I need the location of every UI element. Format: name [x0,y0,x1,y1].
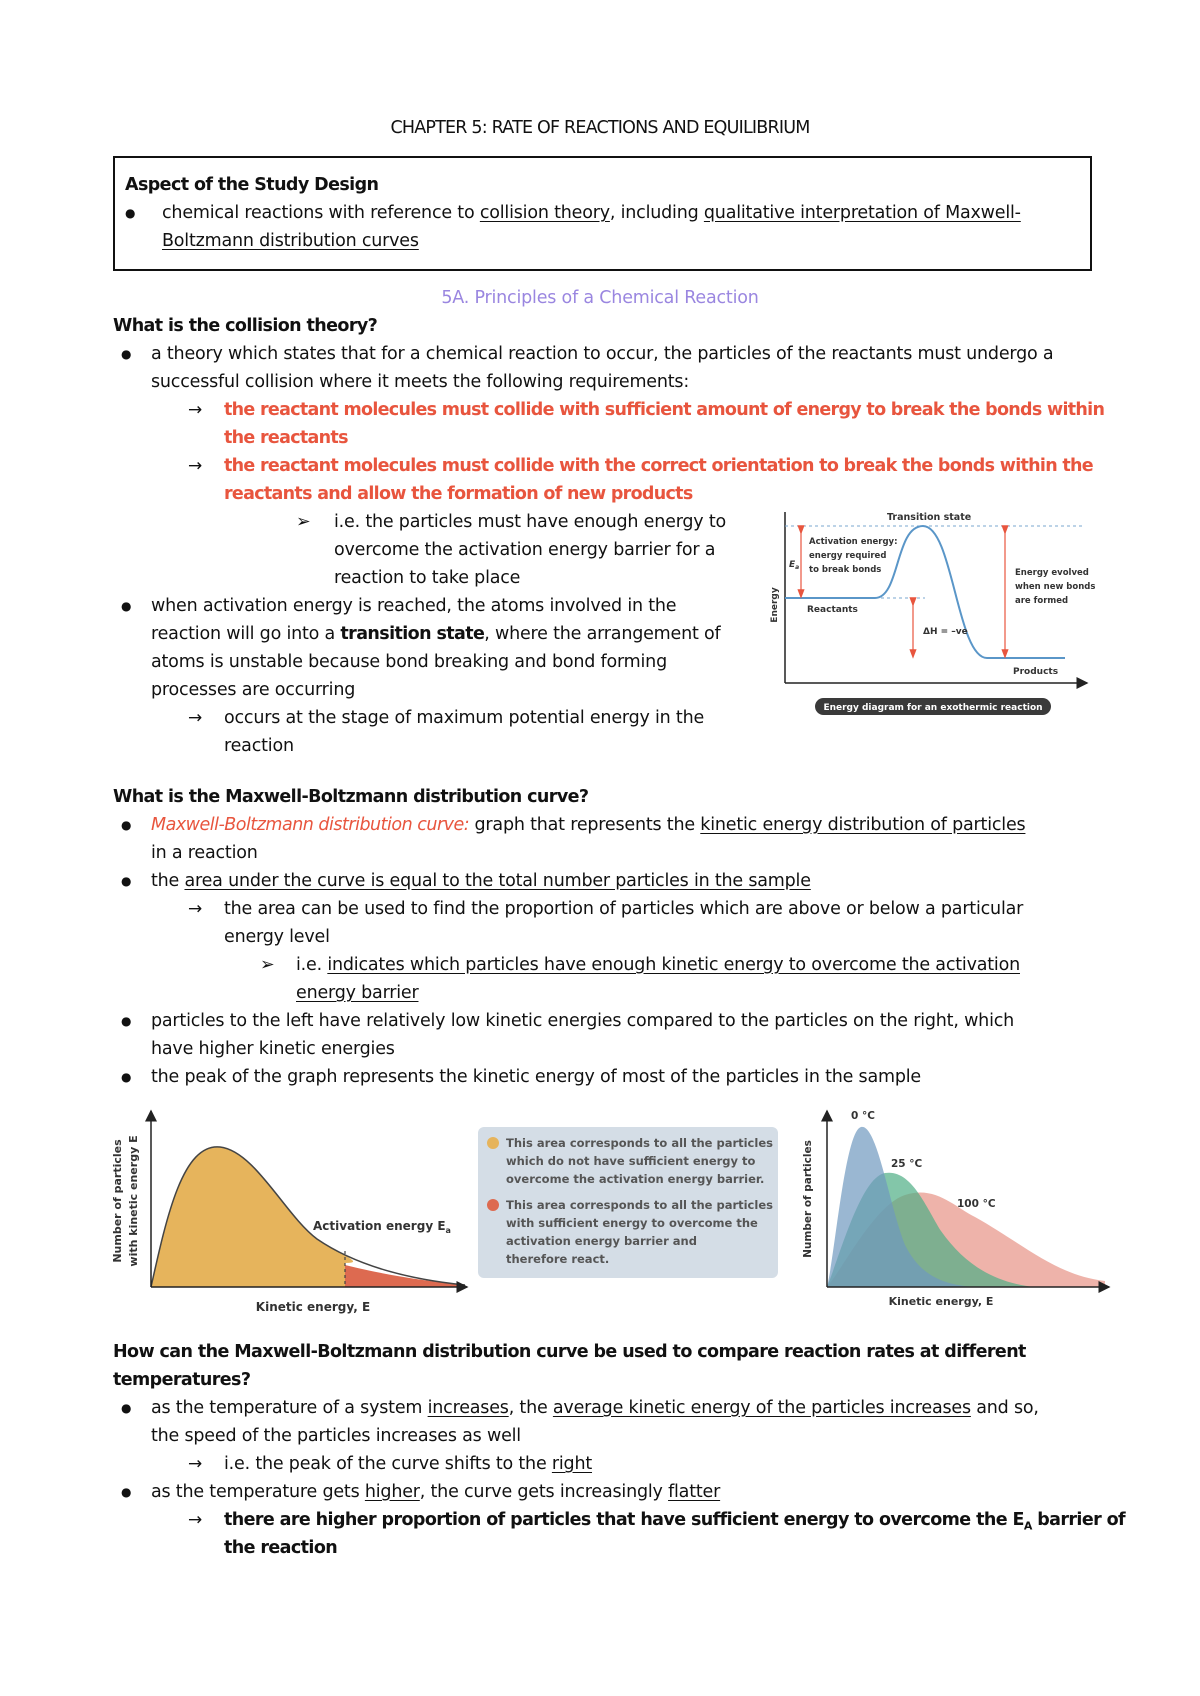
collision-b2-l4: processes are occurring [151,680,356,700]
mb-b2: the area under the curve is equal to the total number particles in the sample [151,871,811,891]
mb-sub1-l2: energy level [224,927,330,947]
mb-legend [478,1127,778,1278]
arrowhead-bullet-icon: ➢ [260,955,275,975]
collision-ie-l1: i.e. the particles must have enough energy to [334,512,726,532]
temps-heading-l2: temperatures? [113,1370,251,1390]
y-axis-label-l2: with kinetic energy E [127,1135,140,1267]
bullet: ● [121,1485,132,1499]
section-title: 5A. Principles of a Chemical Reaction [441,288,759,308]
mb-b1-l2: in a reaction [151,843,258,863]
bullet: ● [121,1014,132,1028]
collision-heading: What is the collision theory? [113,316,378,336]
arrow-icon: → [188,899,203,919]
temps-sub2-l1: there are higher proportion of particles that have sufficient energy to overcome the $E_A$ barrier of [224,1510,1126,1533]
legend2-l2: with sufficient energy to overcome the [506,1216,758,1230]
temps-b1-l2: the speed of the particles increases as well [151,1426,521,1446]
temps-sub1: i.e. the peak of the curve shifts to the right [224,1454,593,1474]
mb-sub1-l1: the area can be used to find the proportion of particles which are above or below a particular [224,899,1024,919]
energy-diagram-caption: Energy diagram for an exothermic reaction [823,703,1043,713]
mb-heading: What is the Maxwell-Boltzmann distribution curve? [113,787,589,807]
temps-sub2-l2: the reaction [224,1538,338,1558]
activation-energy-label: Activation energy $E_a$ [313,1219,451,1235]
requirement-energy-l1: the reactant molecules must collide with sufficient amount of energy to break the bonds within [224,400,1105,420]
ea-label: $E_a$ [789,560,800,571]
collision-b2-l1: when activation energy is reached, the atoms involved in the [151,596,677,616]
high-energy-swatch [487,1199,499,1211]
arrow-icon: → [188,1454,203,1474]
low-energy-area [151,1147,353,1287]
arrow-icon: → [188,456,203,476]
legend1-l3: overcome the activation energy barrier. [506,1172,765,1186]
arrowhead-bullet-icon: ➢ [296,512,311,532]
arrow-icon: → [188,400,203,420]
temps-b2: as the temperature gets higher, the curve gets increasingly flatter [151,1482,721,1502]
bullet: ● [125,206,136,220]
evolved-label-l2: when new bonds [1015,582,1096,592]
legend2-l3: activation energy barrier and [506,1234,697,1248]
y-axis-label-l1: Number of particles [111,1139,124,1263]
collision-b1-l2: successful collision where it meets the following requirements: [151,372,690,392]
collision-ie-l2: overcome the activation energy barrier for a [334,540,716,560]
mb-b3-l1: particles to the left have relatively low kinetic energies compared to the particles on the right, which [151,1011,1015,1031]
legend2-l4: therefore react. [506,1252,610,1266]
mb-distribution-figure [105,1105,475,1320]
evolved-label-l1: Energy evolved [1015,568,1089,578]
collision-b2-sub-l2: reaction [224,736,294,756]
collision-b2-l2: reaction will go into a transition state, where the arrangement of [151,624,721,644]
legend1-l1: This area corresponds to all the particles [506,1136,773,1150]
temperature-figure [795,1105,1115,1315]
y-axis-label: Energy [770,587,780,623]
requirement-energy-l2: the reactants [224,428,348,448]
delta-h-label: ΔH = –ve [923,627,968,637]
legend1-l2: which do not have sufficient energy to [506,1154,756,1168]
study-design-line1: chemical reactions with reference to collision theory, including qualitative interpretation of Maxwell- [162,203,1021,223]
evolved-label-l3: are formed [1015,596,1069,606]
y-axis-label: Number of particles [802,1140,814,1258]
bullet: ● [121,874,132,888]
chapter-title: CHAPTER 5: RATE OF REACTIONS AND EQUILIBRIUM [390,118,810,138]
bullet: ● [121,1401,132,1415]
low-energy-swatch [487,1137,499,1149]
products-label: Products [1013,667,1059,677]
activation-label-l3: to break bonds [809,565,882,575]
activation-label-l2: energy required [809,551,887,561]
label-100c: 100 °C [957,1198,996,1210]
activation-label-l1: Activation energy: [809,537,898,547]
label-25c: 25 °C [891,1158,923,1170]
x-axis-label: Kinetic energy, E [888,1295,994,1308]
bullet: ● [121,347,132,361]
bullet: ● [121,818,132,832]
study-design-heading: Aspect of the Study Design [125,175,379,195]
mb-ie-l2: energy barrier [296,983,419,1003]
study-design-line2: Boltzmann distribution curves [162,231,419,251]
bullet: ● [121,1070,132,1084]
temps-b1-l1: as the temperature of a system increases, the average kinetic energy of the particles increases and so, [151,1398,1039,1418]
collision-b1-l1: a theory which states that for a chemical reaction to occur, the particles of the reactants must undergo a [151,344,1054,364]
mb-b1-l1: Maxwell-Boltzmann distribution curve: graph that represents the kinetic energy distribution of particles [151,815,1026,835]
transition-state-label: Transition state [887,512,972,523]
collision-b2-sub-l1: occurs at the stage of maximum potential energy in the [224,708,705,728]
legend2-l1: This area corresponds to all the particles [506,1198,773,1212]
collision-b2-l3: atoms is unstable because bond breaking and bond forming [151,652,667,672]
x-axis-label: Kinetic energy, E [255,1300,371,1314]
label-0c: 0 °C [851,1110,875,1122]
energy-diagram [765,510,1105,725]
bullet: ● [121,599,132,613]
mb-b4: the peak of the graph represents the kinetic energy of most of the particles in the sample [151,1067,921,1087]
arrow-icon: → [188,708,203,728]
reactants-label: Reactants [807,605,858,615]
arrow-icon: → [188,1510,203,1530]
collision-ie-l3: reaction to take place [334,568,521,588]
requirement-orientation-l2: reactants and allow the formation of new products [224,484,693,504]
mb-b3-l2: have higher kinetic energies [151,1039,395,1059]
temps-heading-l1: How can the Maxwell-Boltzmann distribution curve be used to compare reaction rates at different [113,1342,1026,1362]
mb-ie-l1: i.e. indicates which particles have enough kinetic energy to overcome the activation [296,955,1020,975]
requirement-orientation-l1: the reactant molecules must collide with the correct orientation to break the bonds within the [224,456,1093,476]
